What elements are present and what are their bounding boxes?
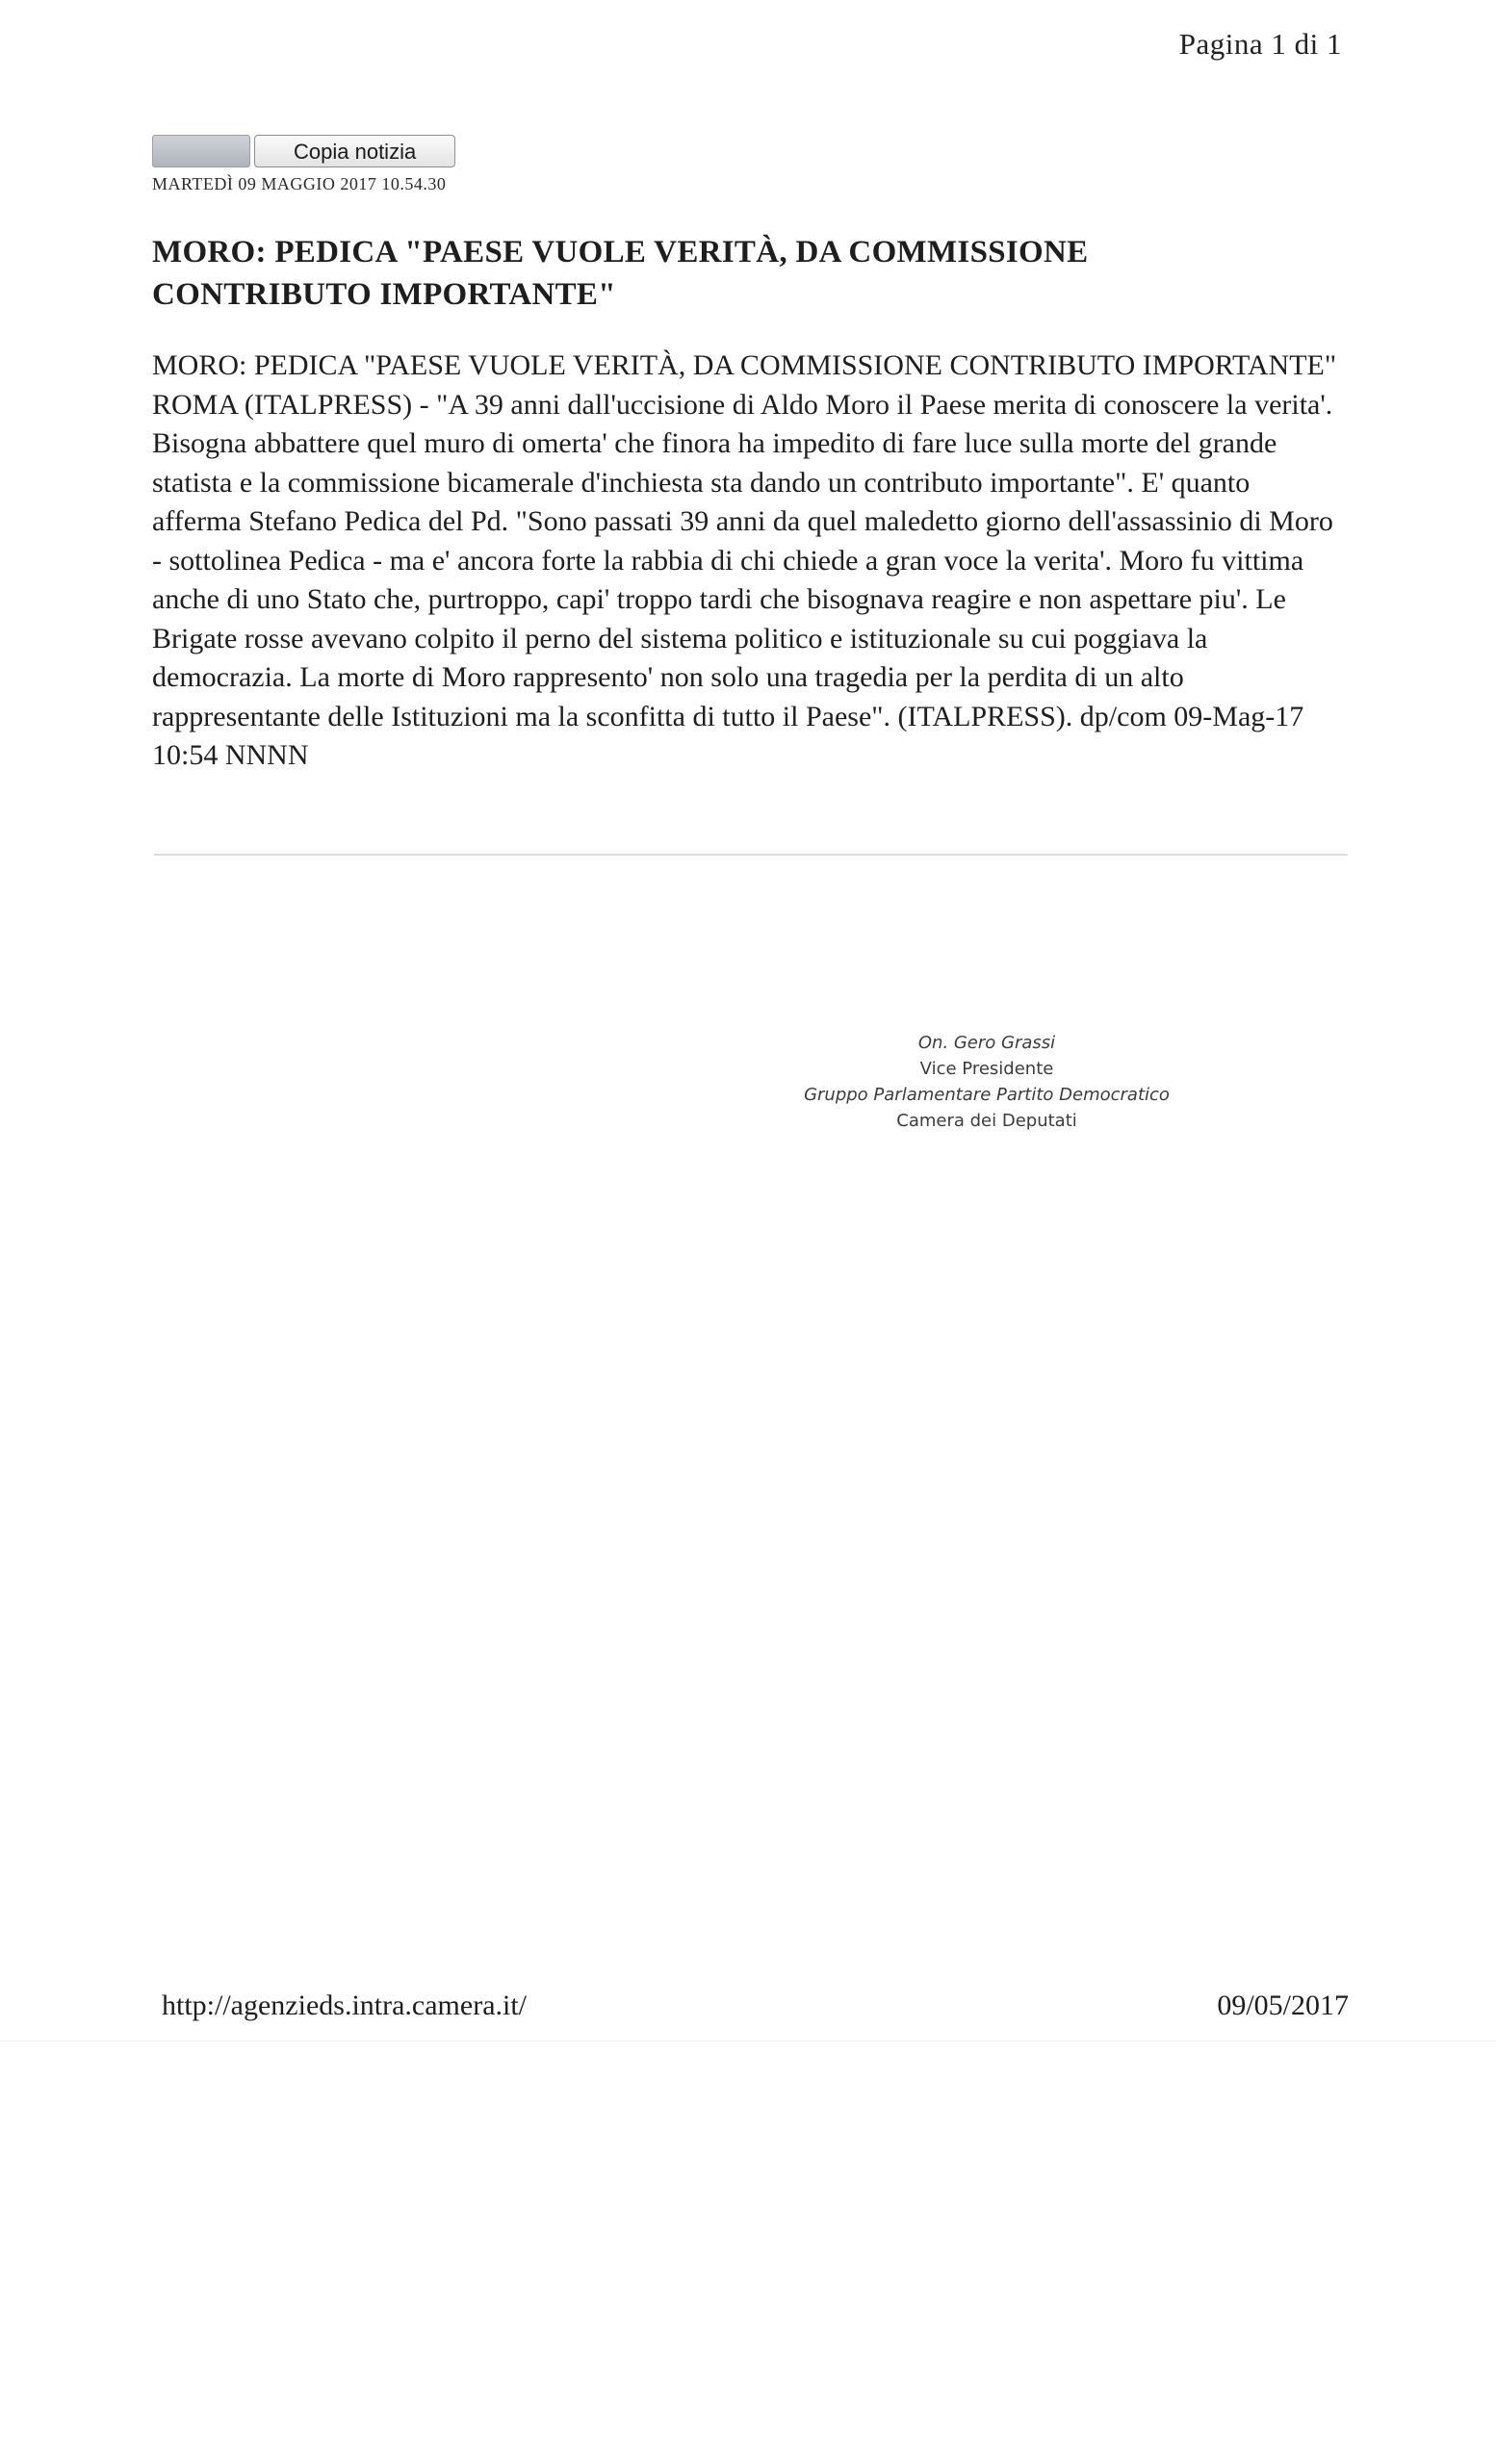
page-number: Pagina 1 di 1 [1178,27,1342,61]
article-title: MORO: PEDICA "PAESE VUOLE VERITÀ, DA COMMISSIONE CONTRIBUTO IMPORTANTE" [152,235,1089,312]
signature-name: On. Gero Grassi [917,1033,1056,1053]
signature-role: Vice Presidente [919,1059,1054,1079]
italpress-logo-icon [152,135,250,167]
footer-date: 09/05/2017 [1217,1989,1349,2021]
signature-chamber: Camera dei Deputati [896,1111,1077,1131]
copy-news-button[interactable]: Copia notizia [254,135,455,167]
article-date: MARTEDÌ 09 MAGGIO 2017 10.54.30 [152,174,447,193]
footer-url: http://agenzieds.intra.camera.it/ [162,1989,528,2021]
article-body: MORO: PEDICA "PAESE VUOLE VERITÀ, DA COMMISSIONE CONTRIBUTO IMPORTANTE" ROMA (ITALPRESS) - "A 39 anni dall'uccisione di Aldo Moro il Paese merita di conoscere la verita'. Bisogna abbattere quel muro di omerta' che finora ha impedito di fare luce sulla morte del grande statista e la commissione bicamerale d'inchiesta sta dando un contributo importante". E' quanto afferma Stefano Pedica del Pd. "Sono passati 39 anni da quel maledetto giorno dell'assassinio di Moro - sottolinea Pedica - ma e' ancora forte la rabbia di chi chiede a gran voce la verita'. Moro fu vittima anche di uno Stato che, purtroppo, capi' troppo tardi che bisognava reagire e non aspettare piu'. Le Brigate rosse avevano colpito il perno del sistema politico e istituzionale su cui poggiava la democrazia. La morte di Moro rappresento' non solo una tragedia per la perdita di un alto rappresentante delle Istituzioni ma la sconfitta di tutto il Paese". (ITALPRESS). dp/com 09-Mag-17 10:54 NNNN [152,349,1337,771]
signature-stamp [746,1030,1227,1134]
scan-edge-line [0,2040,1496,2041]
separator-line [154,854,1348,856]
source-bar [152,133,455,169]
signature-group: Gruppo Parlamentare Partito Democratico [804,1085,1170,1105]
